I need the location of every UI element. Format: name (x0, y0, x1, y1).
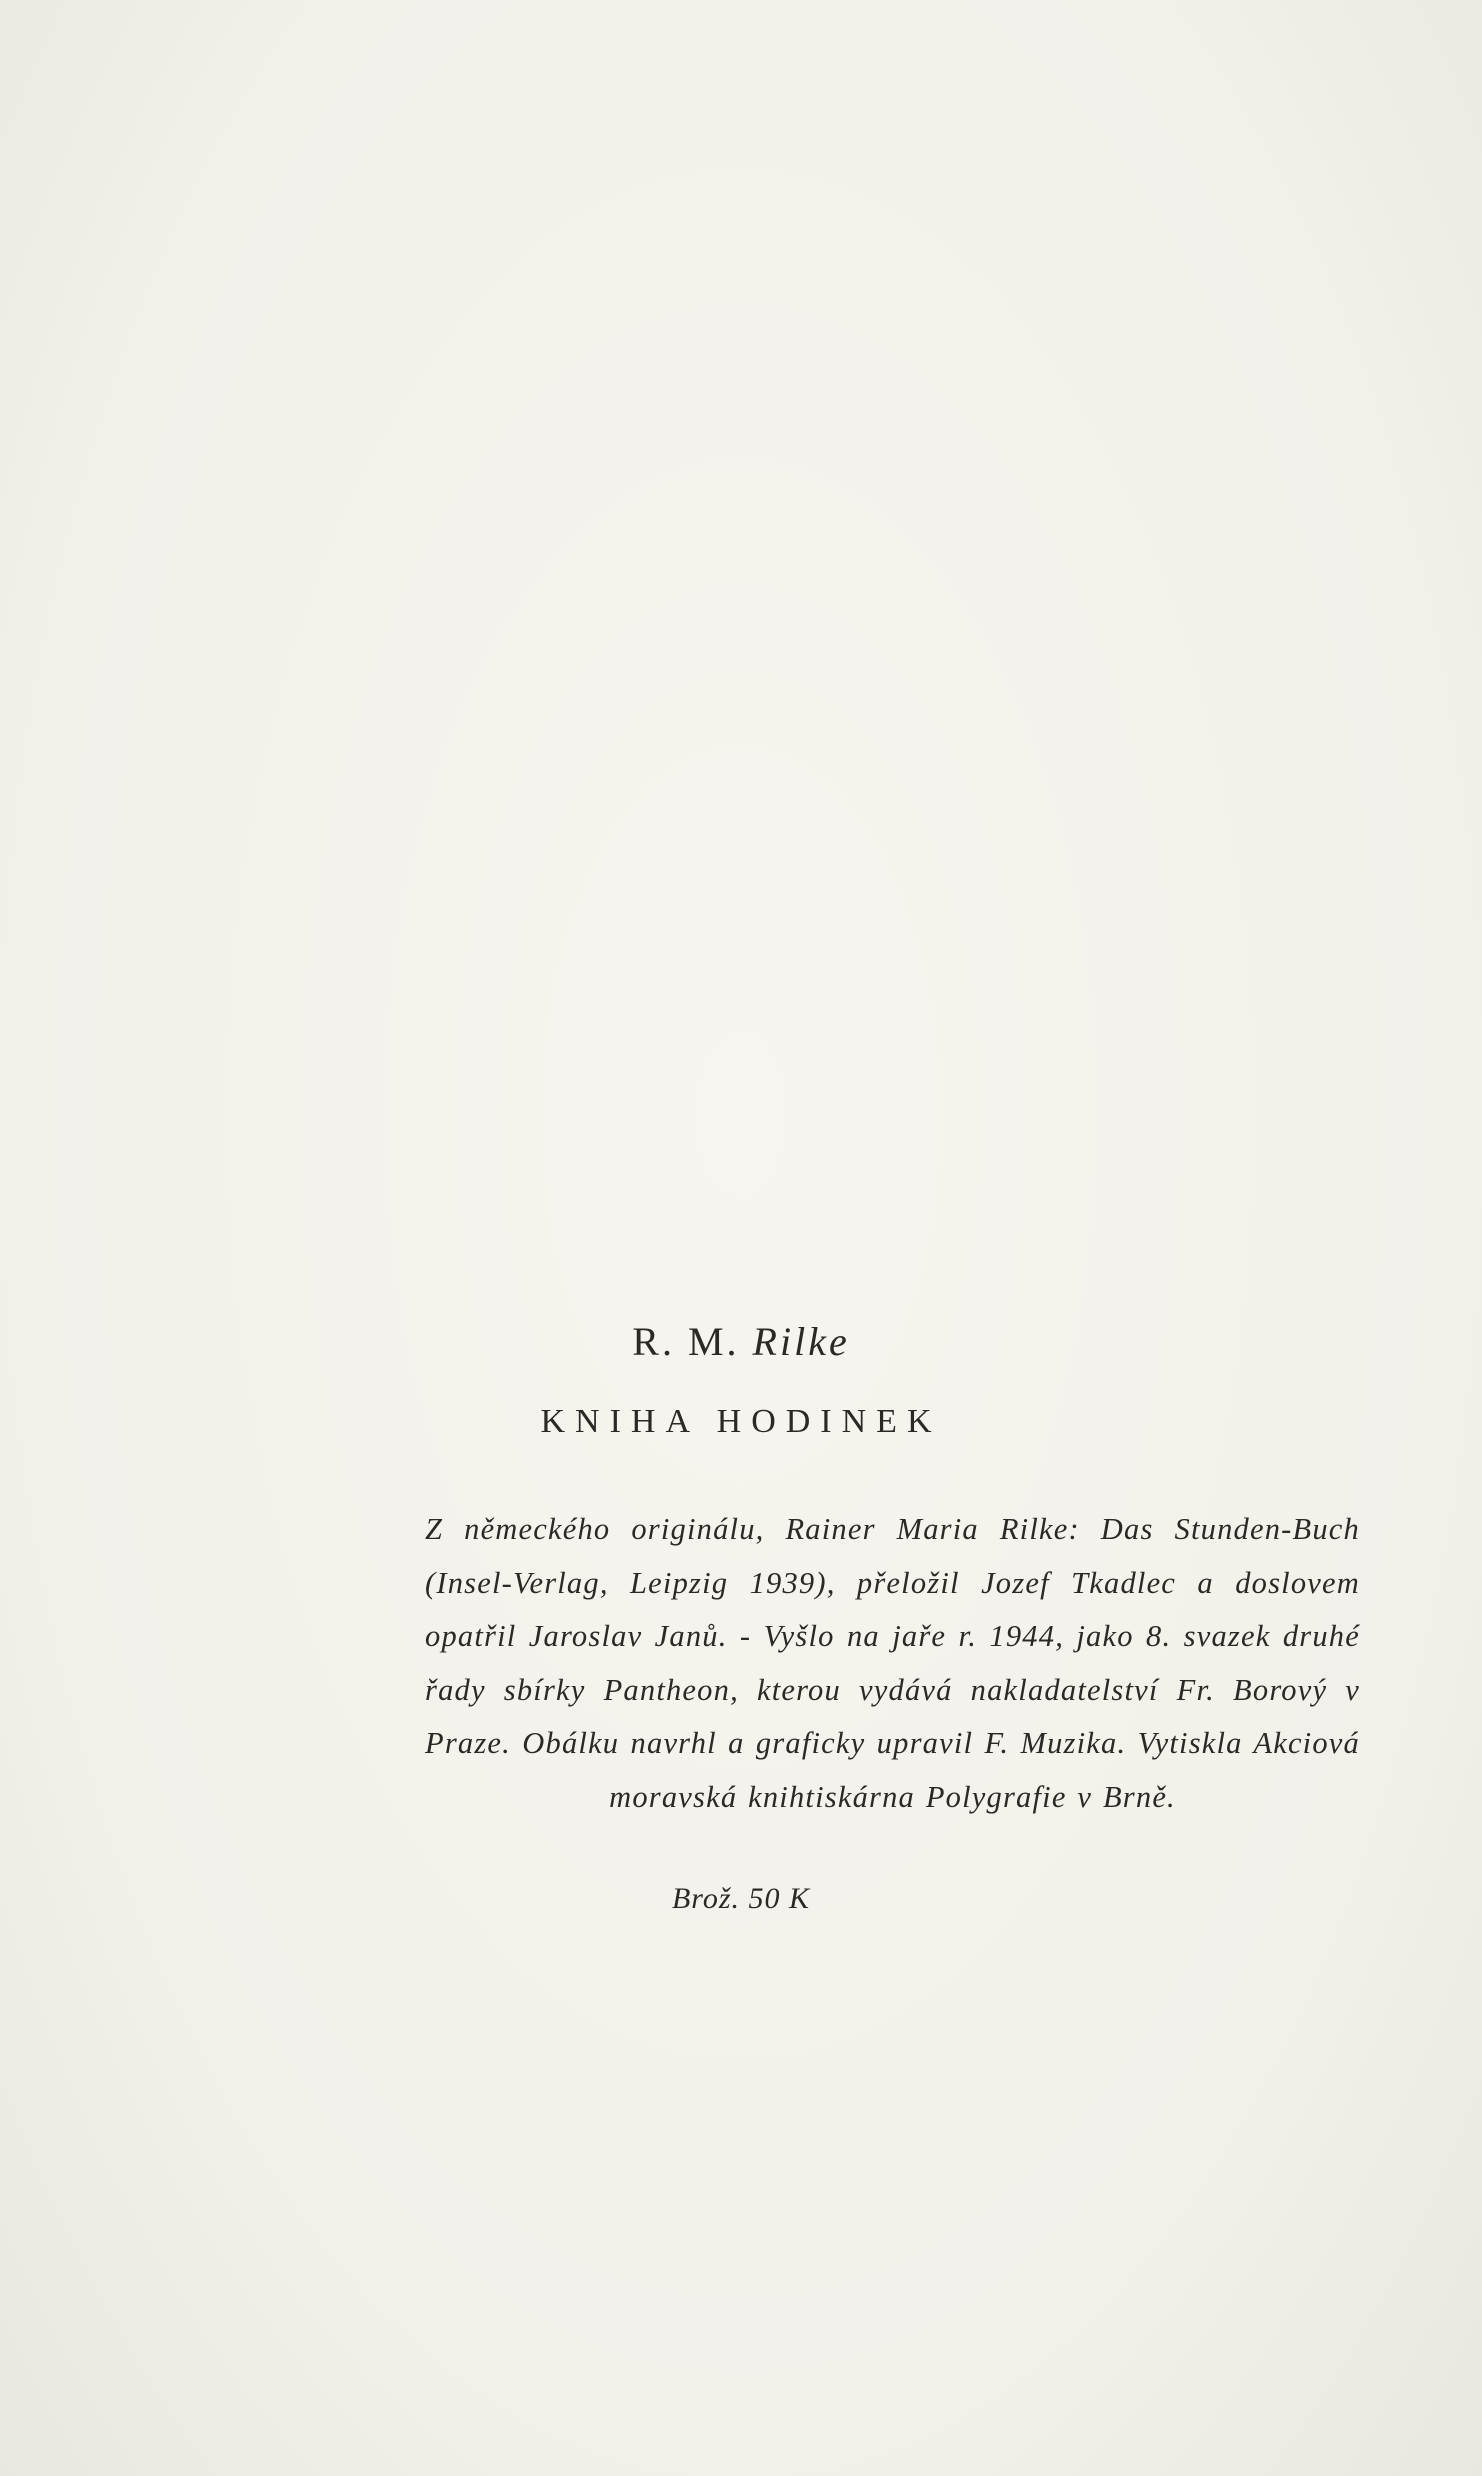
bleed-through-paragraph (420, 265, 1370, 328)
book-title: KNIHA HODINEK (540, 1403, 942, 1440)
author-surname: Rilke (752, 1319, 850, 1364)
author-name (0, 1318, 1482, 1365)
imprint-paragraph: Z německého originálu, Rainer Maria Rilke: Das Stunden-Buch (Insel-Verlag, Leipzig 1939), přeložil Jozef Tkadlec a doslovem opatřil Jaroslav Janů. - Vyšlo na jaře r. 1944, jako 8. svazek druhé řady sbírky Pantheon, kterou vydává nakladatelství Fr. Borový v Praze. Obálku navrhl a graficky upravil F. Muzika. Vytiskla Akciová moravská knihtiskárna Polygrafie v Brně. (425, 1512, 1360, 1814)
author-initials: R. M. (632, 1319, 740, 1364)
price-label: Brož. 50 K (671, 1882, 811, 1915)
